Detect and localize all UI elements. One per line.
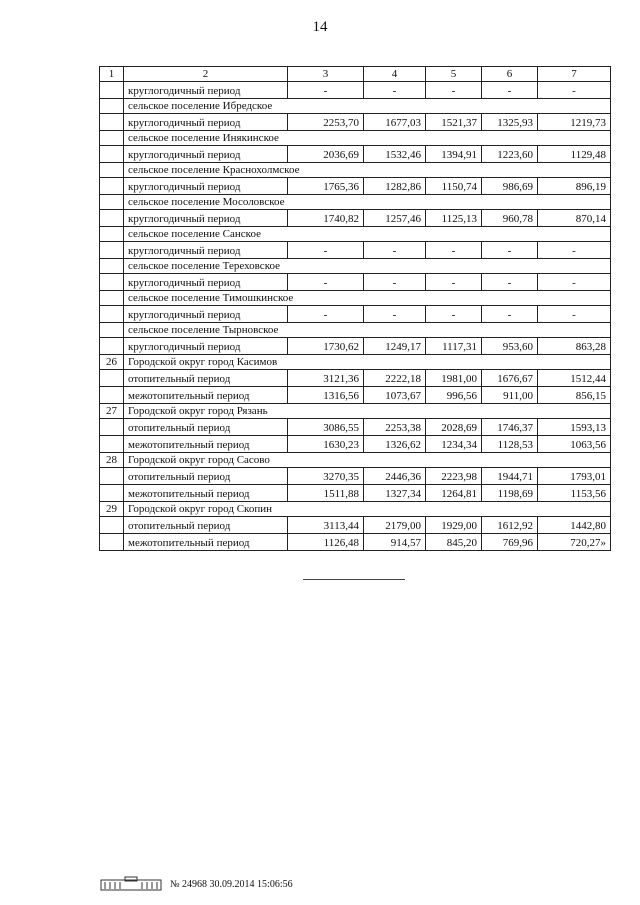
value-cell: 1929,00 xyxy=(426,517,482,534)
value-cell: 1394,91 xyxy=(426,146,482,163)
table-row xyxy=(100,114,611,131)
page-number: 14 xyxy=(312,19,328,35)
value-cell: - xyxy=(426,274,482,291)
header-cell: 7 xyxy=(538,67,611,82)
value-cell: 986,69 xyxy=(482,178,538,195)
table-row xyxy=(100,436,611,453)
table-row xyxy=(100,274,611,291)
row-number-cell: 26 xyxy=(100,355,124,370)
row-label-cell: межотопительный период xyxy=(124,436,288,453)
value-cell: 1153,56 xyxy=(538,485,611,502)
separator-line xyxy=(303,579,405,580)
row-number-cell xyxy=(100,485,124,502)
value-cell: 1316,56 xyxy=(288,387,364,404)
value-cell: - xyxy=(426,82,482,99)
table-section-row xyxy=(100,259,611,274)
value-cell: 1512,44 xyxy=(538,370,611,387)
row-number-cell: 28 xyxy=(100,453,124,468)
row-number-cell xyxy=(100,306,124,323)
row-label-cell: межотопительный период xyxy=(124,485,288,502)
value-cell: 1257,46 xyxy=(364,210,426,227)
value-cell: 3121,36 xyxy=(288,370,364,387)
row-number-cell xyxy=(100,114,124,131)
row-number-cell xyxy=(100,242,124,259)
row-number-cell: 29 xyxy=(100,502,124,517)
table-section-row xyxy=(100,163,611,178)
value-cell: - xyxy=(288,274,364,291)
value-cell: 911,00 xyxy=(482,387,538,404)
header-cell: 5 xyxy=(426,67,482,82)
value-cell: 2036,69 xyxy=(288,146,364,163)
value-cell: - xyxy=(538,306,611,323)
value-cell: 1129,48 xyxy=(538,146,611,163)
value-cell: 2253,38 xyxy=(364,419,426,436)
header-cell: 2 xyxy=(124,67,288,82)
row-label-cell: Городской округ город Сасово xyxy=(124,453,611,468)
table-section-row xyxy=(100,227,611,242)
value-cell: 1326,62 xyxy=(364,436,426,453)
row-label-cell: сельское поселение Мосоловское xyxy=(124,195,611,210)
row-label-cell: круглогодичный период xyxy=(124,306,288,323)
row-label-cell: сельское поселение Инякинское xyxy=(124,131,611,146)
row-label-cell: круглогодичный период xyxy=(124,114,288,131)
value-cell: 1442,80 xyxy=(538,517,611,534)
value-cell: 1073,67 xyxy=(364,387,426,404)
value-cell: 1521,37 xyxy=(426,114,482,131)
document-footer xyxy=(100,876,293,892)
table-row xyxy=(100,387,611,404)
value-cell: 1128,53 xyxy=(482,436,538,453)
row-label-cell: круглогодичный период xyxy=(124,338,288,355)
tariff-table xyxy=(99,66,611,551)
value-cell: 2179,00 xyxy=(364,517,426,534)
value-cell: 1249,17 xyxy=(364,338,426,355)
row-number-cell xyxy=(100,163,124,178)
row-number-cell xyxy=(100,195,124,210)
value-cell: 1532,46 xyxy=(364,146,426,163)
value-cell: 1630,23 xyxy=(288,436,364,453)
row-label-cell: Городской округ город Касимов xyxy=(124,355,611,370)
value-cell: 960,78 xyxy=(482,210,538,227)
registry-stamp-icon xyxy=(100,876,162,892)
value-cell: 953,60 xyxy=(482,338,538,355)
value-cell: - xyxy=(364,306,426,323)
value-cell: 769,96 xyxy=(482,534,538,551)
value-cell: 1730,62 xyxy=(288,338,364,355)
row-number-cell xyxy=(100,387,124,404)
value-cell: 914,57 xyxy=(364,534,426,551)
table-row xyxy=(100,419,611,436)
row-label-cell: круглогодичный период xyxy=(124,178,288,195)
value-cell: 1981,00 xyxy=(426,370,482,387)
value-cell: 1677,03 xyxy=(364,114,426,131)
value-cell: - xyxy=(538,242,611,259)
table-row xyxy=(100,210,611,227)
value-cell: 720,27» xyxy=(538,534,611,551)
value-cell: - xyxy=(482,306,538,323)
row-number-cell xyxy=(100,131,124,146)
value-cell: - xyxy=(364,274,426,291)
value-cell: - xyxy=(538,274,611,291)
row-number-cell xyxy=(100,99,124,114)
table-row xyxy=(100,178,611,195)
value-cell: 2223,98 xyxy=(426,468,482,485)
header-cell: 3 xyxy=(288,67,364,82)
table-row xyxy=(100,338,611,355)
value-cell: 1944,71 xyxy=(482,468,538,485)
table-section-row xyxy=(100,99,611,114)
value-cell: 1511,88 xyxy=(288,485,364,502)
value-cell: 1234,34 xyxy=(426,436,482,453)
table-row xyxy=(100,534,611,551)
value-cell: - xyxy=(288,242,364,259)
row-label-cell: сельское поселение Тереховское xyxy=(124,259,611,274)
table-section-row xyxy=(100,404,611,419)
row-number-cell xyxy=(100,517,124,534)
value-cell: - xyxy=(426,306,482,323)
row-label-cell: отопительный период xyxy=(124,468,288,485)
row-label-cell: Городской округ город Скопин xyxy=(124,502,611,517)
table-section-row xyxy=(100,355,611,370)
value-cell: - xyxy=(482,82,538,99)
value-cell: 1325,93 xyxy=(482,114,538,131)
value-cell: 1150,74 xyxy=(426,178,482,195)
value-cell: 870,14 xyxy=(538,210,611,227)
value-cell: 2446,36 xyxy=(364,468,426,485)
row-label-cell: круглогодичный период xyxy=(124,146,288,163)
value-cell: 2028,69 xyxy=(426,419,482,436)
table-section-row xyxy=(100,195,611,210)
value-cell: 1219,73 xyxy=(538,114,611,131)
row-number-cell xyxy=(100,323,124,338)
table-section-row xyxy=(100,453,611,468)
value-cell: 1765,36 xyxy=(288,178,364,195)
value-cell: 896,19 xyxy=(538,178,611,195)
row-number-cell xyxy=(100,468,124,485)
table-section-row xyxy=(100,131,611,146)
row-number-cell xyxy=(100,146,124,163)
value-cell: 856,15 xyxy=(538,387,611,404)
row-label-cell: сельское поселение Тырновское xyxy=(124,323,611,338)
value-cell: 1126,48 xyxy=(288,534,364,551)
value-cell: 1740,82 xyxy=(288,210,364,227)
value-cell: 1612,92 xyxy=(482,517,538,534)
row-number-cell xyxy=(100,534,124,551)
table-section-row xyxy=(100,323,611,338)
row-number-cell xyxy=(100,178,124,195)
table-row xyxy=(100,146,611,163)
table-row xyxy=(100,468,611,485)
row-number-cell xyxy=(100,227,124,242)
value-cell: 3113,44 xyxy=(288,517,364,534)
value-cell: 1282,86 xyxy=(364,178,426,195)
row-number-cell xyxy=(100,274,124,291)
value-cell: - xyxy=(538,82,611,99)
row-label-cell: отопительный период xyxy=(124,419,288,436)
row-label-cell: отопительный период xyxy=(124,370,288,387)
value-cell: - xyxy=(288,306,364,323)
value-cell: 3270,35 xyxy=(288,468,364,485)
value-cell: 996,56 xyxy=(426,387,482,404)
table-header-row xyxy=(100,67,611,82)
value-cell: 1793,01 xyxy=(538,468,611,485)
value-cell: 1125,13 xyxy=(426,210,482,227)
value-cell: 1117,31 xyxy=(426,338,482,355)
value-cell: 1676,67 xyxy=(482,370,538,387)
row-label-cell: сельское поселение Санское xyxy=(124,227,611,242)
value-cell: 1063,56 xyxy=(538,436,611,453)
value-cell: 845,20 xyxy=(426,534,482,551)
value-cell: - xyxy=(426,242,482,259)
value-cell: - xyxy=(364,242,426,259)
value-cell: 1223,60 xyxy=(482,146,538,163)
row-label-cell: отопительный период xyxy=(124,517,288,534)
row-label-cell: межотопительный период xyxy=(124,387,288,404)
row-number-cell xyxy=(100,419,124,436)
row-label-cell: круглогодичный период xyxy=(124,82,288,99)
registration-stamp-text: № 24968 30.09.2014 15:06:56 xyxy=(170,878,293,890)
row-number-cell xyxy=(100,210,124,227)
row-number-cell xyxy=(100,82,124,99)
row-label-cell: круглогодичный период xyxy=(124,210,288,227)
table-row xyxy=(100,306,611,323)
header-cell: 1 xyxy=(100,67,124,82)
row-label-cell: Городской округ город Рязань xyxy=(124,404,611,419)
value-cell: 1327,34 xyxy=(364,485,426,502)
value-cell: - xyxy=(482,242,538,259)
table-row xyxy=(100,242,611,259)
value-cell: 1746,37 xyxy=(482,419,538,436)
row-label-cell: круглогодичный период xyxy=(124,242,288,259)
value-cell: - xyxy=(482,274,538,291)
row-label-cell: сельское поселение Краснохолмское xyxy=(124,163,611,178)
table-row xyxy=(100,517,611,534)
value-cell: 1264,81 xyxy=(426,485,482,502)
value-cell: - xyxy=(364,82,426,99)
value-cell: 1593,13 xyxy=(538,419,611,436)
row-number-cell xyxy=(100,338,124,355)
row-number-cell xyxy=(100,370,124,387)
table-row xyxy=(100,82,611,99)
row-label-cell: межотопительный период xyxy=(124,534,288,551)
value-cell: 2253,70 xyxy=(288,114,364,131)
table-row xyxy=(100,370,611,387)
row-label-cell: сельское поселение Ибредское xyxy=(124,99,611,114)
header-cell: 6 xyxy=(482,67,538,82)
row-number-cell xyxy=(100,291,124,306)
value-cell: - xyxy=(288,82,364,99)
row-number-cell: 27 xyxy=(100,404,124,419)
header-cell: 4 xyxy=(364,67,426,82)
row-number-cell xyxy=(100,259,124,274)
row-label-cell: сельское поселение Тимошкинское xyxy=(124,291,611,306)
value-cell: 3086,55 xyxy=(288,419,364,436)
table-section-row xyxy=(100,502,611,517)
table-row xyxy=(100,485,611,502)
value-cell: 1198,69 xyxy=(482,485,538,502)
table-section-row xyxy=(100,291,611,306)
value-cell: 863,28 xyxy=(538,338,611,355)
row-label-cell: круглогодичный период xyxy=(124,274,288,291)
value-cell: 2222,18 xyxy=(364,370,426,387)
row-number-cell xyxy=(100,436,124,453)
